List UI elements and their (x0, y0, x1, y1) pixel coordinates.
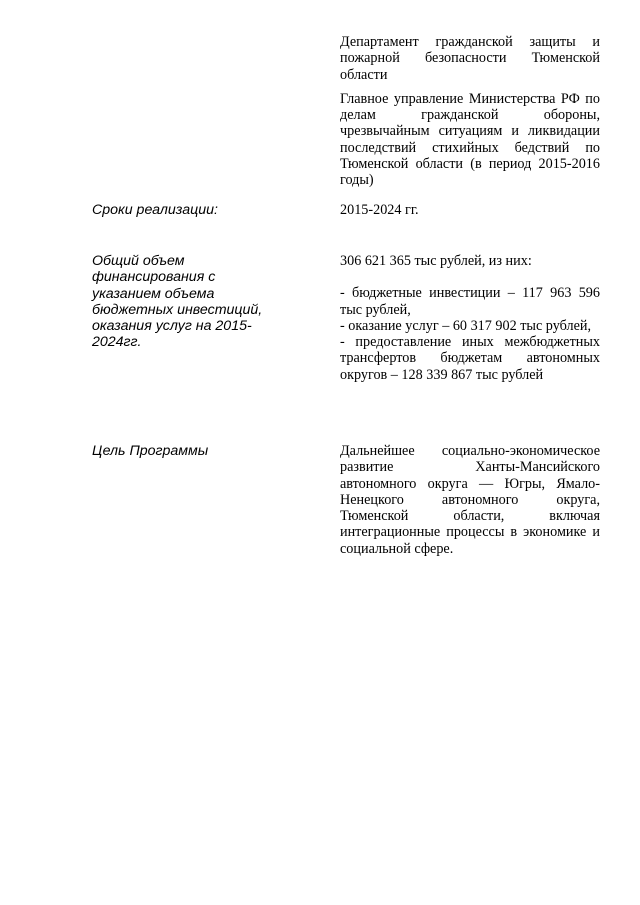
period-label: Сроки реализации: (92, 202, 218, 218)
goal-label: Цель Программы (92, 443, 209, 459)
period-value (340, 202, 600, 218)
period-value-text: 2015-2024 гг. (340, 202, 419, 218)
executor-1: Департамент гражданской защиты и пожарной безопасности Тюменской области (340, 34, 600, 83)
goal-block (340, 443, 600, 557)
financing-block (340, 253, 600, 383)
executor-2: Главное управление Министерства РФ по делам гражданской обороны, чрезвычайным ситуациям и ликвидации последствий стихийных бедствий по Тюменской области (в период 2015-2016 годы) (340, 90, 600, 189)
financing-label: Общий объем финансирования с указанием объема бюджетных инвестиций, оказания услуг на 2015-2024гг. (92, 253, 263, 351)
financing-item-transfers: - предоставление иных межбюджетных трансфертов бюджетам автономных округов – 128 339 867 тыс рублей (340, 334, 600, 383)
financing-item-services: - оказание услуг – 60 317 902 тыс рублей, (340, 317, 592, 334)
financing-item-investments: - бюджетные инвестиции – 117 963 596 тыс рублей, (340, 285, 600, 318)
financing-total: 306 621 365 тыс рублей, из них: (340, 253, 532, 269)
goal-text: Дальнейшее социально-экономическое развитие Ханты-Мансийского автономного округа — Югры, Ямало-Ненецкого автономного округа, Тюменской области, включая интеграционные процессы в экономике и социальной сфере. (340, 443, 600, 557)
executors-block (340, 34, 600, 189)
